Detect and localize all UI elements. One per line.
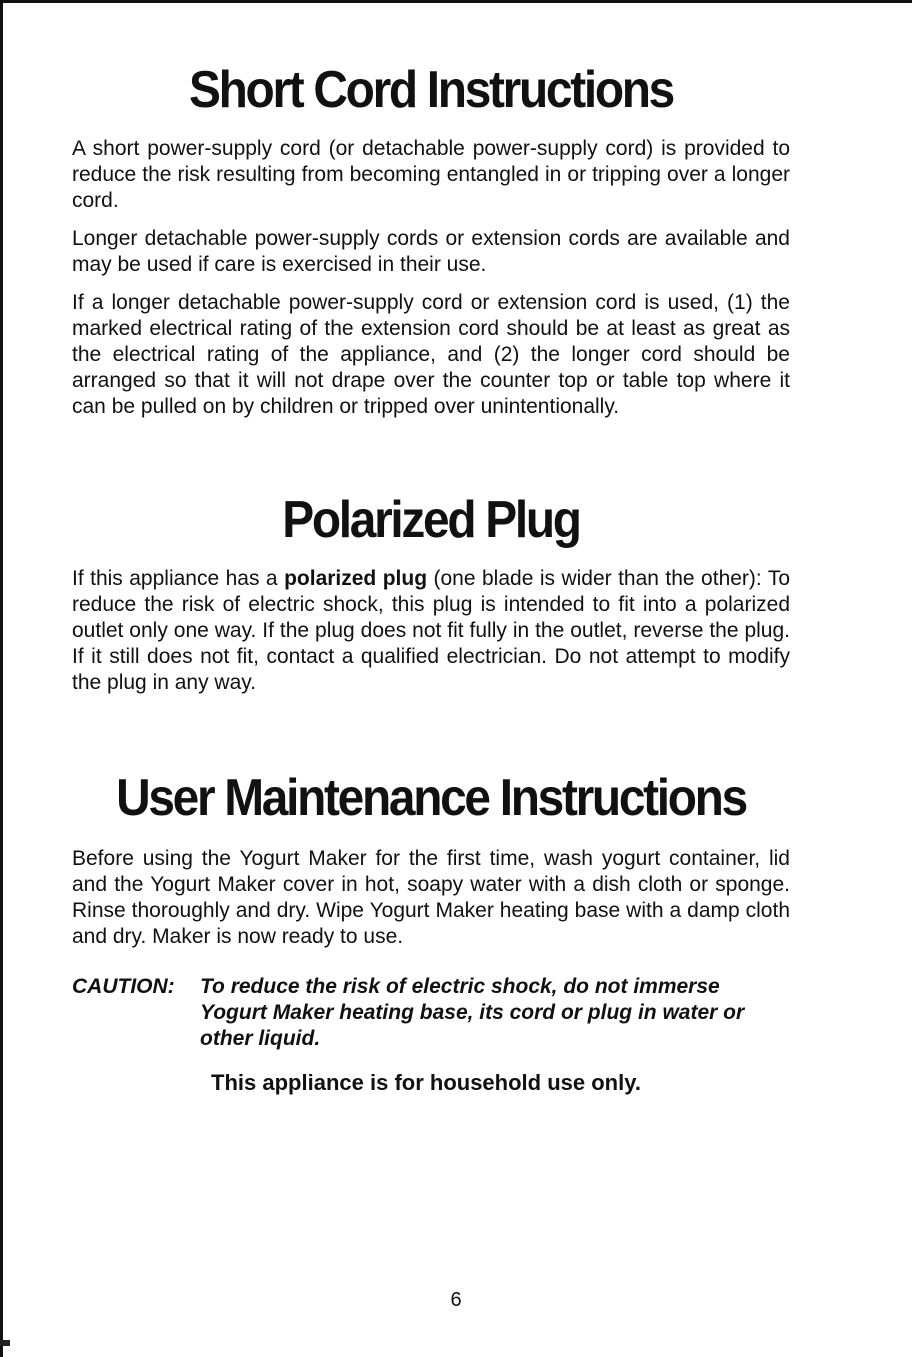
maintenance-paragraph: Before using the Yogurt Maker for the first time, wash yogurt container, lid and the Yogurt Maker cover in hot, soapy water with a dish cloth or sponge. Rinse thoroughly and dry. Wipe Yogurt Maker heating base with a damp cloth and dry. Maker is now ready to use. <box>72 847 790 948</box>
left-border-line <box>0 0 3 1357</box>
polarized-plug-text-end: (one blade is wider than the other): To reduce the risk of electric shock, this plug is intended to fit into a polarized outlet only one way. If the plug does not fit fully in the outlet, reverse the plug. If it still does not fit, contact a qualified electrician. Do not attempt to modify the plug in any way. <box>72 567 791 694</box>
caution-label: CAUTION: <box>72 975 175 998</box>
scan-mark <box>0 1340 10 1346</box>
household-use-notice: This appliance is for household use only. <box>211 1070 641 1095</box>
caution-block <box>72 974 790 1052</box>
polarized-plug-text-start: If this appliance has a <box>72 567 285 590</box>
short-cord-paragraph-1: A short power-supply cord (or detachable power-supply cord) is provided to reduce the risk resulting from becoming entangled in or tripping over a longer cord. <box>72 137 790 212</box>
short-cord-paragraph-2: Longer detachable power-supply cords or extension cords are available and may be used if care is exercised in their use. <box>72 227 790 276</box>
maintenance-heading: User Maintenance Instructions <box>116 769 746 827</box>
polarized-plug-paragraph <box>72 566 790 696</box>
caution-text: To reduce the risk of electric shock, do not immerse Yogurt Maker heating base, its cord or plug in water or other liquid. <box>200 975 745 1050</box>
page-number: 6 <box>450 1289 462 1311</box>
short-cord-heading: Short Cord Instructions <box>189 61 673 119</box>
page-content <box>72 58 790 1098</box>
top-border-line <box>0 0 912 3</box>
polarized-plug-emphasis: polarized plug <box>284 567 428 590</box>
polarized-plug-heading: Polarized Plug <box>282 491 580 549</box>
short-cord-paragraph-3: If a longer detachable power-supply cord or extension cord is used, (1) the marked electrical rating of the extension cord should be at least as great as the electrical rating of the appliance, and (2) the longer cord should be arranged so that it will not drape over the counter top or table top where it can be pulled on by children or tripped over unintentionally. <box>72 291 790 418</box>
